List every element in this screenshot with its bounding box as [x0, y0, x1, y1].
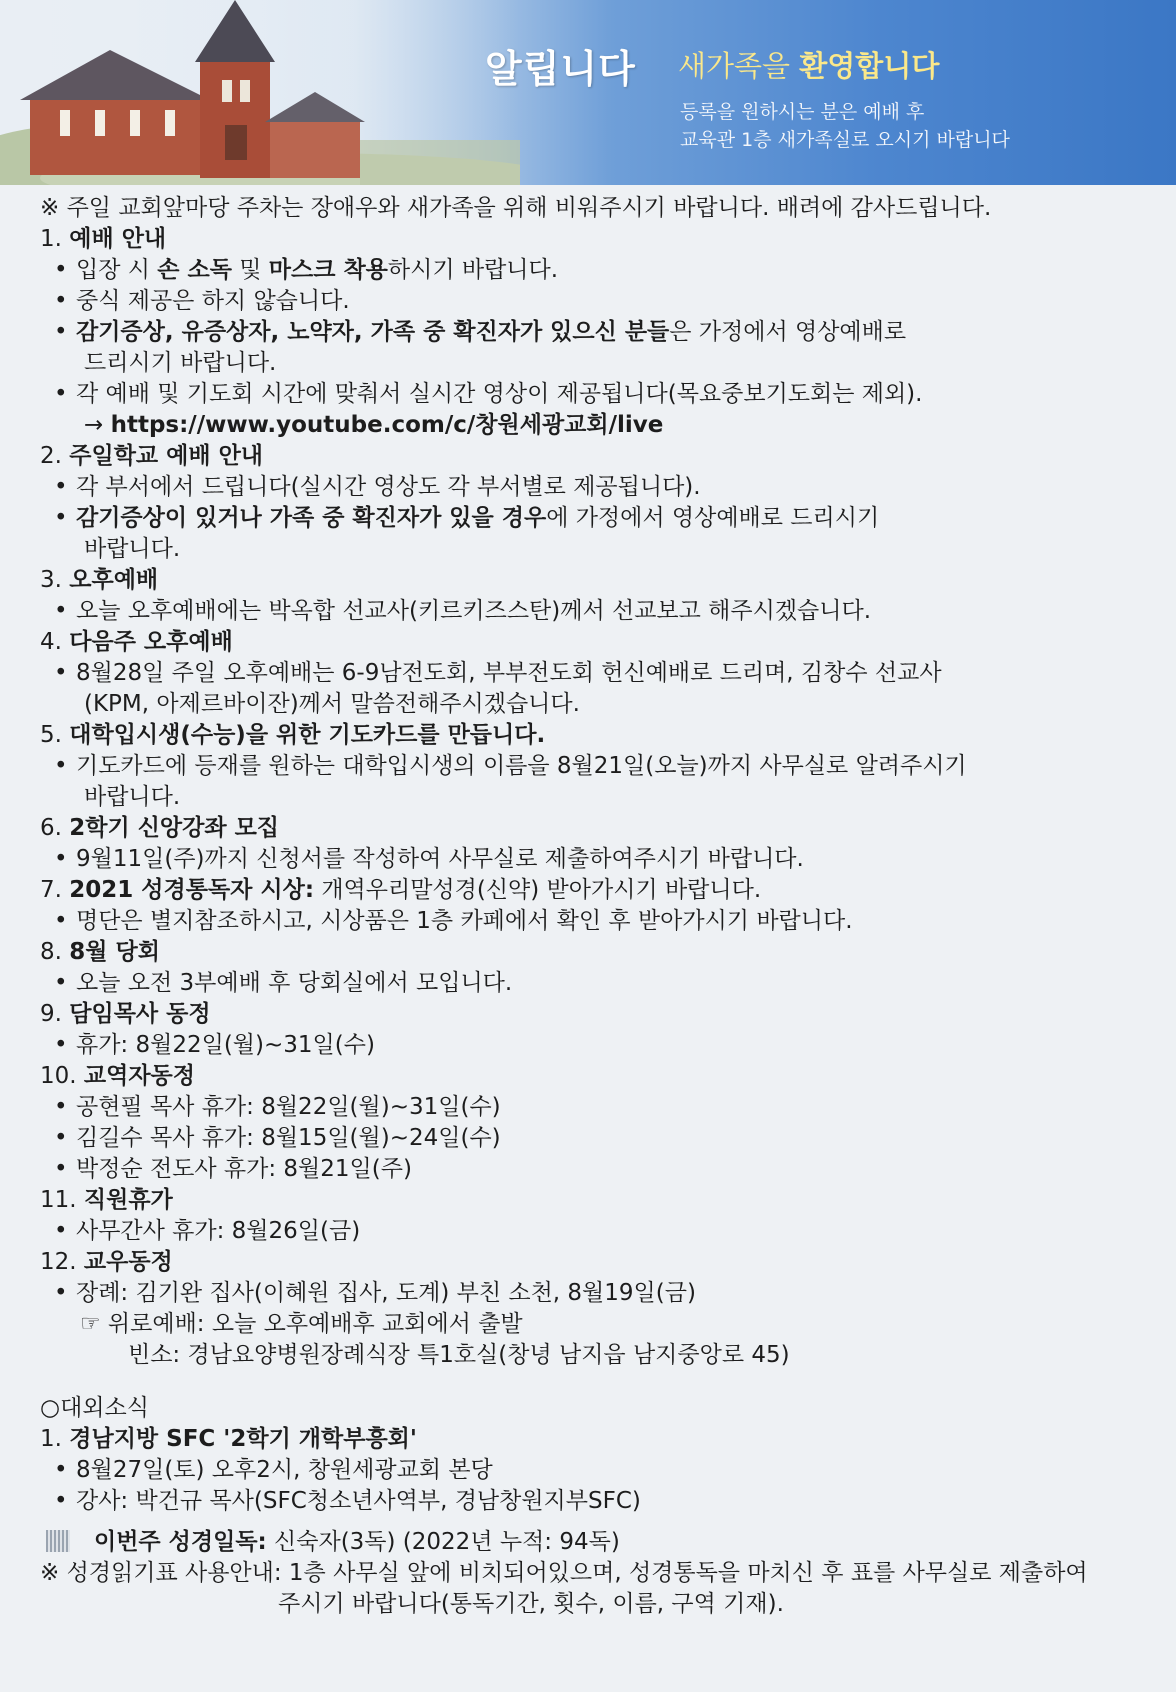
- list-item: • 김길수 목사 휴가: 8월15일(월)~24일(수): [40, 1123, 1150, 1154]
- funeral-hall-line: 빈소: 경남요양병원장례식장 특1호실(창녕 남지읍 남지중앙로 45): [128, 1342, 790, 1368]
- youtube-link[interactable]: → https://www.youtube.com/c/창원세광교회/live: [84, 412, 664, 438]
- section-2-heading: 2. 주일학교 예배 안내: [40, 443, 264, 469]
- footer-note-1: ※ 성경읽기표 사용안내: 1층 사무실 앞에 비치되어있으며, 성경통독을 마치신 후 표를 사무실로 제출하여: [40, 1560, 1088, 1586]
- list-item: • 박정순 전도사 휴가: 8월21일(주): [40, 1154, 1150, 1185]
- list-item: • 장례: 김기완 집사(이혜원 집사, 도계) 부친 소천, 8월19일(금): [40, 1278, 1150, 1309]
- list-item: • 각 예배 및 기도회 시간에 맞춰서 실시간 영상이 제공됩니다(목요중보기도회는 제외).: [40, 379, 1150, 410]
- list-item: • 입장 시 손 소독 및 마스크 착용하시기 바랍니다.: [40, 255, 1150, 286]
- notice-content: [40, 193, 1150, 1620]
- list-item: • 강사: 박건규 목사(SFC청소년사역부, 경남창원지부SFC): [40, 1486, 1150, 1517]
- section-10-heading: 10. 교역자동정: [40, 1063, 195, 1089]
- section-3-heading: 3. 오후예배: [40, 567, 159, 593]
- section-9-heading: 9. 담임목사 동정: [40, 1001, 211, 1027]
- banner-title: 알립니다: [485, 46, 636, 91]
- list-item: • 오늘 오전 3부예배 후 당회실에서 모입니다.: [40, 968, 1150, 999]
- footer-note-2: 주시기 바랍니다(통독기간, 횟수, 이름, 구역 기재).: [278, 1591, 784, 1617]
- banner-subtitle-1: 등록을 원하시는 분은 예배 후: [680, 101, 925, 123]
- list-item: • 사무간사 휴가: 8월26일(금): [40, 1216, 1150, 1247]
- list-item: • 감기증상, 유증상자, 노약자, 가족 중 확진자가 있으신 분들은 가정에서 영상예배로: [40, 317, 1150, 348]
- banner-welcome: 새가족을 환영합니다: [678, 49, 940, 83]
- list-item: • 중식 제공은 하지 않습니다.: [40, 286, 1150, 317]
- list-item: • 명단은 별지참조하시고, 시상품은 1층 카페에서 확인 후 받아가시기 바랍니다.: [40, 906, 1150, 937]
- external-news-heading: ○대외소식: [40, 1395, 149, 1421]
- list-item: • 기도카드에 등재를 원하는 대학입시생의 이름을 8월21일(오늘)까지 사무실로 알려주시기: [40, 751, 1150, 782]
- list-item: • 9월11일(주)까지 신청서를 작성하여 사무실로 제출하여주시기 바랍니다.: [40, 844, 1150, 875]
- section-8-heading: 8. 8월 당회: [40, 939, 160, 965]
- section-1-heading: 1. 예배 안내: [40, 226, 167, 252]
- list-item-continued: (KPM, 아제르바이잔)께서 말씀전해주시겠습니다.: [84, 691, 580, 717]
- bookmark-icon: [46, 1530, 70, 1552]
- header-banner: [0, 0, 1176, 185]
- section-6-heading: 6. 2학기 신앙강좌 모집: [40, 815, 280, 841]
- banner-subtitle-2: 교육관 1층 새가족실로 오시기 바랍니다: [680, 129, 1010, 151]
- section-4-heading: 4. 다음주 오후예배: [40, 629, 233, 655]
- section-7-heading: 7. 2021 성경통독자 시상: 개역우리말성경(신약) 받아가시기 바랍니다.: [40, 877, 762, 903]
- list-item: • 각 부서에서 드립니다(실시간 영상도 각 부서별로 제공됩니다).: [40, 472, 1150, 503]
- section-11-heading: 11. 직원휴가: [40, 1187, 173, 1213]
- list-item: • 오늘 오후예배에는 박옥합 선교사(키르키즈스탄)께서 선교보고 해주시겠습니다.: [40, 596, 1150, 627]
- weekly-bible-reading: 이번주 성경일독: 신숙자(3독) (2022년 누적: 94독): [40, 1527, 1150, 1558]
- parking-notice: ※ 주일 교회앞마당 주차는 장애우와 새가족을 위해 비워주시기 바랍니다. 배려에 감사드립니다.: [40, 195, 992, 221]
- list-item: • 공현필 목사 휴가: 8월22일(월)~31일(수): [40, 1092, 1150, 1123]
- list-item: • 감기증상이 있거나 가족 중 확진자가 있을 경우에 가정에서 영상예배로 드리시기: [40, 503, 1150, 534]
- external-item-heading: 1. 경남지방 SFC '2학기 개학부흥회': [40, 1426, 417, 1452]
- list-item: • 8월28일 주일 오후예배는 6-9남전도회, 부부전도회 헌신예배로 드리며, 김창수 선교사: [40, 658, 1150, 689]
- list-item-continued: 드리시기 바랍니다.: [84, 350, 277, 376]
- memorial-service-line: ☞ 위로예배: 오늘 오후예배후 교회에서 출발: [80, 1311, 523, 1337]
- list-item: • 8월27일(토) 오후2시, 창원세광교회 본당: [40, 1455, 1150, 1486]
- list-item: • 휴가: 8월22일(월)~31일(수): [40, 1030, 1150, 1061]
- church-illustration: [0, 0, 520, 185]
- section-12-heading: 12. 교우동정: [40, 1249, 173, 1275]
- list-item-continued: 바랍니다.: [84, 536, 181, 562]
- list-item-continued: 바랍니다.: [84, 784, 181, 810]
- section-5-heading: 5. 대학입시생(수능)을 위한 기도카드를 만듭니다.: [40, 722, 546, 748]
